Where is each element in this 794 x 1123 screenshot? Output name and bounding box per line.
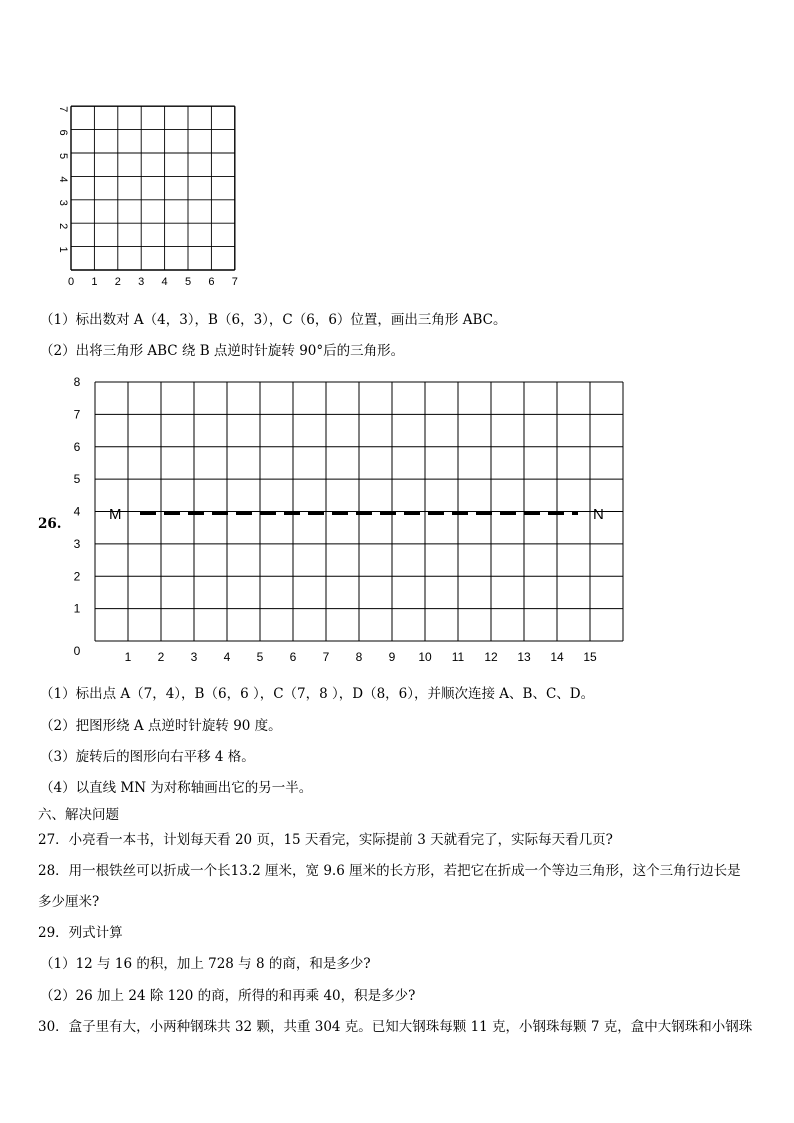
grid1-y-tick-label: 2 xyxy=(57,223,70,230)
q26-number: 26. xyxy=(38,516,62,532)
grid2-x-tick-label: 14 xyxy=(550,650,564,664)
grid1-x-tick-label: 4 xyxy=(161,276,168,288)
q25-part2: （2）出将三角形 ABC 绕 B 点逆时针旋转 90°后的三角形。 xyxy=(40,343,405,359)
grid2-x-tick-label: 8 xyxy=(355,650,363,664)
grid1-y-tick-label: 3 xyxy=(57,199,70,206)
grid1-x-tick-label: 7 xyxy=(231,276,238,288)
q26-part1: （1）标出点 A（7，4），B（6，6 ），C（7，8 ），D（8，6），并顺次连接 A、B、C、D。 xyxy=(40,686,595,702)
grid2-y-tick-label: 2 xyxy=(73,569,81,584)
grid2-x-tick-label: 15 xyxy=(583,650,597,664)
grid1-x-tick-label: 6 xyxy=(208,276,215,288)
coordinate-grid-2 xyxy=(60,372,640,672)
grid1-x-tick-label: 5 xyxy=(184,276,192,288)
grid2-x-tick-label: 13 xyxy=(517,650,531,664)
q29-title: 29．列式计算 xyxy=(38,925,123,941)
grid2-x-tick-label: 4 xyxy=(223,650,231,664)
grid1-y-tick-label: 6 xyxy=(57,129,70,136)
grid2-x-tick-label: 2 xyxy=(157,650,165,664)
q30-text: 30．盒子里有大，小两种钢珠共 32 颗，共重 304 克。已知大钢珠每颗 11 克，小钢珠每颗 7 克，盒中大钢珠和小钢珠 xyxy=(38,1019,753,1035)
grid1-y-tick-label: 7 xyxy=(57,106,70,113)
grid2-y-tick-label: 6 xyxy=(73,439,81,454)
grid2-x-tick-label: 3 xyxy=(190,650,198,664)
grid2-x-tick-label: 6 xyxy=(289,650,297,664)
q26-part4: （4）以直线 MN 为对称轴画出它的另一半。 xyxy=(40,780,313,796)
grid1-y-tick-label: 5 xyxy=(57,152,70,160)
q26-part3: （3）旋转后的图形向右平移 4 格。 xyxy=(40,749,255,765)
coordinate-grid-1 xyxy=(50,100,250,290)
grid2-y-tick-label: 3 xyxy=(73,536,81,551)
grid1-x-tick-label: 2 xyxy=(114,276,121,288)
grid2-x-tick-label: 9 xyxy=(388,650,396,664)
grid1-y-tick-label: 4 xyxy=(57,176,70,183)
grid2-x-tick-label: 12 xyxy=(484,650,498,664)
q29-part2: （2）26 加上 24 除 120 的商，所得的和再乘 40，积是多少? xyxy=(40,988,416,1004)
grid2-x-tick-label: 1 xyxy=(124,650,132,664)
q25-part1: （1）标出数对 A（4，3），B（6，3），C（6，6）位置，画出三角形 ABC。 xyxy=(40,312,507,328)
grid2-y-tick-label: 4 xyxy=(73,504,81,519)
q29-part1: （1）12 与 16 的积，加上 728 与 8 的商，和是多少? xyxy=(40,956,371,972)
point-m-label: M xyxy=(109,506,122,523)
grid2-x-tick-label: 11 xyxy=(451,650,465,664)
grid2-y-tick-label: 7 xyxy=(73,407,81,422)
grid1-x-tick-label: 0 xyxy=(67,276,75,288)
grid2-x-tick-label: 7 xyxy=(322,650,330,664)
grid2-y-tick-label: 5 xyxy=(73,472,81,487)
grid1-x-tick-label: 1 xyxy=(91,276,98,288)
grid1-x-tick-label: 3 xyxy=(138,276,145,288)
grid2-x-tick-label: 10 xyxy=(418,650,432,664)
grid2-y-tick-label: 0 xyxy=(73,644,81,658)
grid2-y-tick-label: 8 xyxy=(73,375,81,389)
grid2-y-tick-label: 1 xyxy=(73,601,81,616)
q27-text: 27．小亮看一本书，计划每天看 20 页，15 天看完，实际提前 3 天就看完了，实际每天看几页? xyxy=(38,832,613,848)
grid1-y-tick-label: 1 xyxy=(57,246,70,253)
q28-line1: 28．用一根铁丝可以折成一个长13.2 厘米，宽 9.6 厘米的长方形，若把它在折成一个等边三角形，这个三角行边长是 xyxy=(38,863,741,879)
point-n-label: N xyxy=(593,506,604,523)
q26-part2: （2）把图形绕 A 点逆时针旋转 90 度。 xyxy=(40,718,282,734)
grid2-x-tick-label: 5 xyxy=(256,650,264,664)
q28-line2: 多少厘米? xyxy=(38,894,100,910)
section-6-title: 六、解决问题 xyxy=(38,807,119,823)
